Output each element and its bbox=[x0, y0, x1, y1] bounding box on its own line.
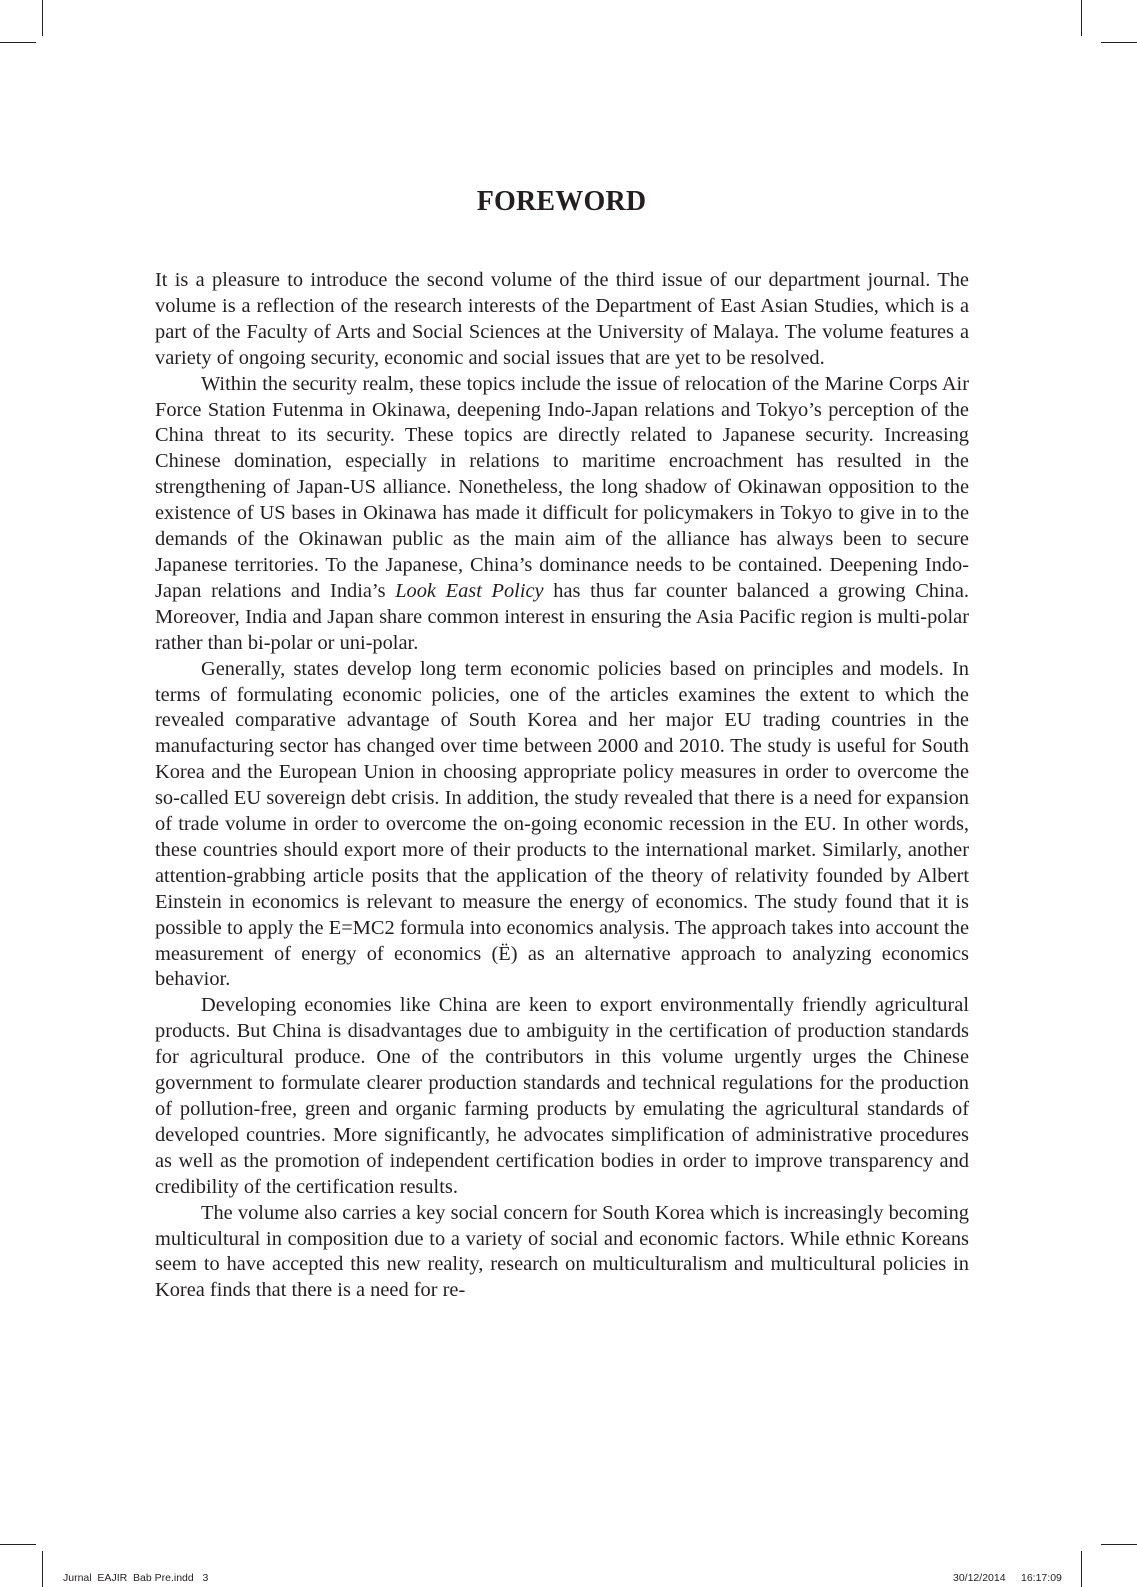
paragraph-4: Developing economies like China are keen to export environmentally friendly agricultural products. But China is disadvantages due to ambiguity in the certification of production standards for agricultural produce. One of the contributors in this volume urgently urges the Chinese government to formulate clearer production standards and technical regulations for the production of pollution-free, green and organic farming products by emulating the agricultural standards of developed countries. More significantly, he advocates simplification of administrative procedures as well as the promotion of independent certification bodies in order to improve transparency and credibility of the certification results. bbox=[155, 994, 969, 1198]
crop-mark-top-right-horizontal bbox=[1101, 42, 1137, 43]
crop-mark-top-left bbox=[42, 0, 43, 36]
paragraph-2-text-end: has thus far counter balanced a growing China. Moreover, India and Japan share common interest in ensuring the Asia Pacific region is multi-polar rather than bi-polar or uni-polar. bbox=[155, 579, 970, 654]
slug-file-name: Jurnal EAJIR Bab Pre.indd 3 bbox=[63, 1572, 209, 1584]
paragraph-2-italic-term: Look East Policy bbox=[395, 579, 544, 602]
crop-mark-top-right bbox=[1081, 0, 1082, 36]
page-title: FOREWORD bbox=[476, 186, 647, 217]
paragraph-2-text-start: Within the security realm, these topics include the issue of relocation of the Marine Corps Air Force Station Futenma in Okinawa, deepening Indo-Japan relations and Tokyo’s perception of the China threat to its security. These topics are directly related to Japanese security. Increasing Chinese domination, especially in relations to maritime encroachment has resulted in the strengthening of Japan-US alliance. Nonetheless, the long shadow of Okinawan opposition to the existence of US bases in Okinawa has made it difficult for policymakers in Tokyo to give in to the demands of the Okinawan public as the main aim of the alliance has always been to secure Japanese territories. To the Japanese, China’s dominance needs to be contained. Deepening Indo-Japan relations and India’s bbox=[155, 372, 969, 602]
crop-mark-bottom-right-horizontal bbox=[1101, 1544, 1137, 1545]
slug-date: 30/12/2014 bbox=[953, 1572, 1006, 1584]
slug-time: 16:17:09 bbox=[1021, 1572, 1062, 1584]
crop-mark-bottom-left-horizontal bbox=[0, 1544, 36, 1545]
paragraph-1: It is a pleasure to introduce the second volume of the third issue of our department journal. The volume is a reflection of the research interests of the Department of East Asian Studies, which is a part of the Faculty of Arts and Social Sciences at the University of Malaya. The volume features a variety of ongoing security, economic and social issues that are yet to be resolved. bbox=[155, 269, 969, 369]
paragraph-5: The volume also carries a key social concern for South Korea which is increasingly becoming multicultural in composition due to a variety of social and economic factors. While ethnic Koreans seem to have accepted this new reality, research on multiculturalism and multicultural policies in Korea finds that there is a need for re- bbox=[155, 1201, 969, 1302]
crop-mark-top-left-horizontal bbox=[0, 42, 36, 43]
paragraph-2 bbox=[155, 372, 969, 657]
crop-mark-bottom-left bbox=[42, 1551, 43, 1587]
crop-mark-bottom-right bbox=[1081, 1551, 1082, 1587]
paragraph-3: Generally, states develop long term economic policies based on principles and models. In terms of formulating economic policies, one of the articles examines the extent to which the revealed comparative advantage of South Korea and her major EU trading countries in the manufacturing sector has changed over time between 2000 and 2010. The study is useful for South Korea and the European Union in choosing appropriate policy measures in order to overcome the so-called EU sovereign debt crisis. In addition, the study revealed that there is a need for expansion of trade volume in order to overcome the on-going economic recession in the EU. In other words, these countries should export more of their products to the international market. Similarly, another attention-grabbing article posits that the application of the theory of relativity founded by Albert Einstein in economics is relevant to measure the energy of economics. The study found that it is possible to apply the E=MC2 formula into economics analysis. The approach takes into account the measurement of energy of economics (Ë) as an alternative approach to analyzing economics behavior. bbox=[155, 657, 969, 991]
foreword-body bbox=[155, 268, 969, 1304]
